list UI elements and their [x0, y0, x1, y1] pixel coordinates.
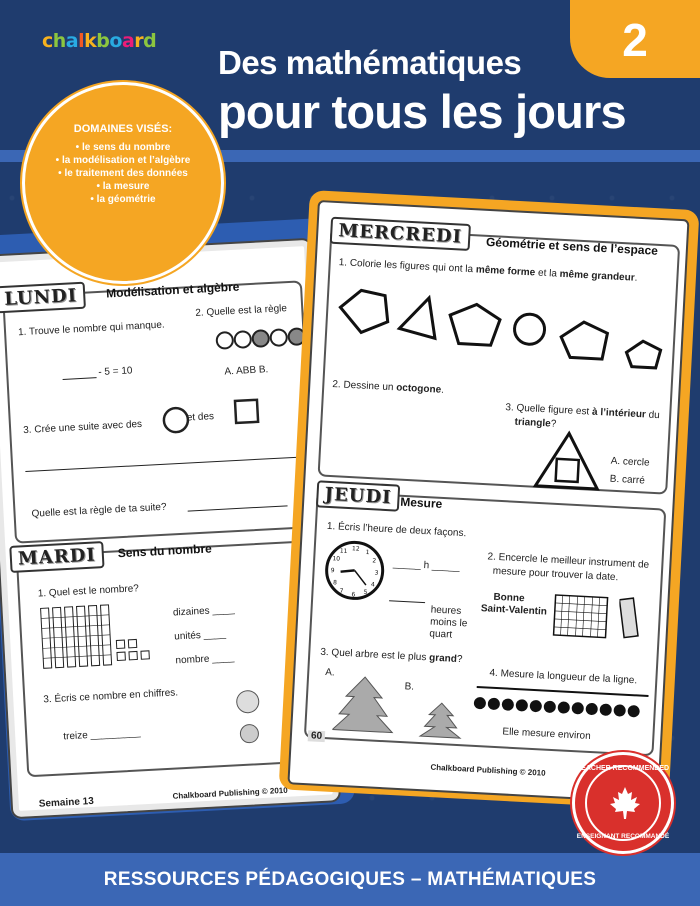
right-copyright: Chalkboard Publishing © 2010	[430, 762, 546, 778]
mardi-q3: 3. Écris ce nombre en chiffres.	[43, 687, 179, 706]
svg-text:5: 5	[363, 588, 368, 597]
jeudi-hours-blank: _____ h _____	[392, 558, 460, 573]
svg-text:4: 4	[370, 581, 376, 589]
mercredi-q3-line2: triangle?	[514, 416, 557, 430]
triangle-square-icon	[531, 428, 604, 494]
mardi-number: nombre ____	[175, 652, 235, 667]
valentine-card-line2: Saint-Valentin	[480, 603, 548, 618]
jeudi-q1: 1. Écris l’heure de deux façons.	[326, 520, 467, 540]
jeudi-tag: JEUDI	[316, 480, 400, 511]
svg-text:9: 9	[330, 567, 335, 575]
mercredi-q2: 2. Dessine un octogone.	[332, 379, 445, 396]
jeudi-q3: 3. Quel arbre est le plus grand?	[320, 646, 463, 666]
week-label: Semaine 13	[38, 795, 95, 810]
tree-b-label: B.	[404, 681, 415, 693]
lundi-q2: 2. Quelle est la règle	[195, 303, 288, 319]
jeudi-q2-line2: mesure pour trouver la date.	[492, 565, 619, 584]
page-number: 60	[308, 730, 326, 742]
svg-text:11: 11	[339, 547, 348, 556]
title-line-2: pour tous les jours	[218, 85, 626, 138]
coin-icon	[227, 687, 270, 749]
mercredi-q3: 3. Quelle figure est à l’intérieur du	[505, 402, 660, 422]
lundi-tag: LUNDI	[0, 282, 86, 314]
domain-item: • le sens du nombre	[75, 142, 171, 153]
right-worksheet-page	[287, 200, 689, 804]
jeudi-quart: quart	[429, 628, 453, 641]
domain-item: • la modélisation et l’algèbre	[55, 155, 191, 166]
svg-text:6: 6	[351, 591, 356, 599]
mardi-tens: dizaines ____	[172, 604, 235, 619]
lundi-q1: 1. Trouve le nombre qui manque.	[17, 319, 165, 339]
svg-text:12: 12	[351, 545, 360, 553]
ruler-tool-icon	[617, 596, 641, 641]
badge-bottom-text: ENSEIGNANT RECOMMANDÉ	[576, 833, 670, 840]
mardi-title: Sens du nombre	[117, 541, 213, 561]
svg-text:10: 10	[332, 555, 341, 563]
left-copyright: Chalkboard Publishing © 2010	[172, 785, 288, 801]
jeudi-heures: heures	[430, 604, 462, 618]
domains-heading: DOMAINES VISÉS:	[73, 123, 173, 135]
mercredi-option-b: B. carré	[609, 473, 646, 487]
clock-icon	[321, 537, 388, 604]
teacher-recommended-badge	[572, 752, 674, 854]
jeudi-moins: moins le	[429, 616, 468, 630]
mercredi-option-a: A. cercle	[610, 455, 650, 469]
domain-item: • la mesure	[96, 181, 150, 192]
valentine-card-line1: Bonne	[493, 591, 525, 605]
bead-pattern-icon	[214, 324, 305, 353]
footer-band: RESSOURCES PÉDAGOGIQUES – MATHÉMATIQUES	[0, 853, 700, 906]
badge-top-text: TEACHER RECOMMENDED	[576, 765, 670, 772]
domain-item: • le traitement des données	[58, 168, 188, 179]
calendar-icon	[551, 591, 613, 642]
jeudi-q2: 2. Encercle le meilleur instrument de	[487, 551, 650, 571]
jeudi-q4: 4. Mesure la longueur de la ligne.	[489, 667, 638, 687]
mercredi-title: Géométrie et sens de l’espace	[485, 234, 659, 258]
svg-text:2: 2	[372, 557, 377, 565]
base-ten-blocks-icon	[38, 598, 161, 674]
brand-logo: chalkboard	[42, 30, 157, 52]
svg-text:8: 8	[332, 579, 338, 587]
lundi-q3-rule: Quelle est la règle de ta suite?	[31, 501, 167, 520]
lundi-title: Modélisation et algèbre	[105, 279, 240, 301]
domain-item: • la géométrie	[90, 194, 156, 205]
mardi-treize: treize _________	[63, 727, 141, 743]
svg-text:7: 7	[339, 587, 344, 595]
grade-tab: 2	[570, 0, 700, 78]
maple-leaf-icon	[607, 785, 643, 821]
mardi-q1: 1. Quel est le nombre?	[37, 583, 140, 600]
lundi-q2-options: A. ABB B.	[224, 364, 269, 378]
svg-text:3: 3	[374, 569, 379, 577]
lundi-q1-equation: - 5 = 10	[98, 365, 133, 379]
mercredi-q1: 1. Colorie les figures qui ont la même forme et la même grandeur.	[338, 257, 638, 284]
domains-circle	[22, 82, 224, 284]
jeudi-measure: Elle mesure environ	[502, 726, 591, 742]
tree-a-label: A.	[324, 667, 336, 679]
lundi-q3-and: et des	[186, 411, 215, 424]
trees-icon	[332, 674, 475, 741]
mardi-tag: MARDI	[9, 541, 104, 573]
square-shape-icon	[232, 397, 261, 426]
title-line-1: Des mathématiques	[218, 44, 522, 81]
lundi-q3: 3. Crée une suite avec des	[22, 418, 143, 437]
mercredi-tag: MERCREDI	[330, 217, 471, 251]
svg-text:1: 1	[365, 548, 370, 557]
jeudi-title: Mesure	[399, 494, 443, 511]
mardi-units: unités ____	[173, 628, 227, 643]
